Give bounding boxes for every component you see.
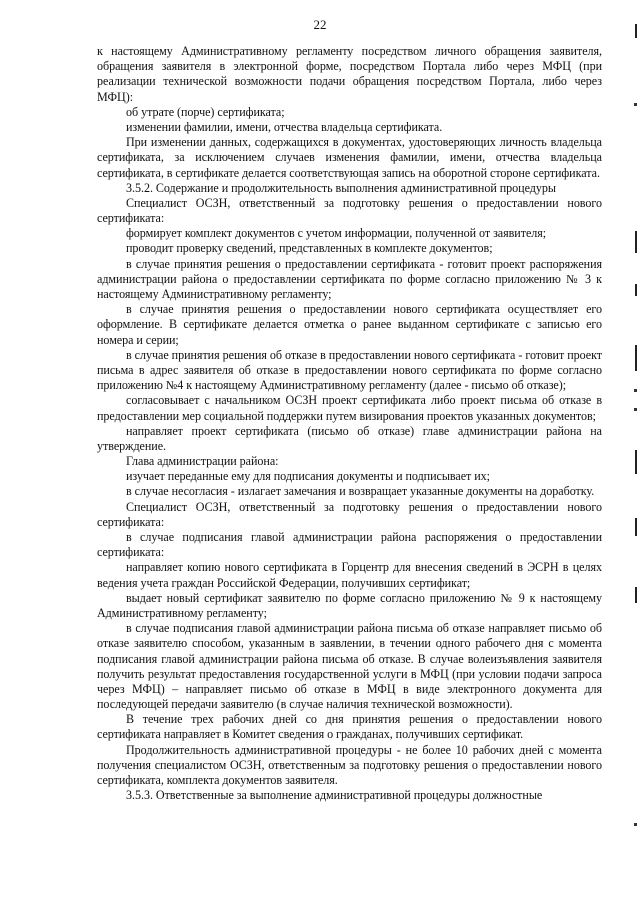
paragraph: об утрате (порче) сертификата; [126, 104, 285, 119]
paragraph: в случае несогласия - излагает замечания и возвращает указанные документы на доработку. [126, 484, 595, 499]
paragraph: Продолжительность административной процедуры - не более 10 рабочих дней с момента получения специалистом ОСЗН, ответственным за подготовку решения о предоставлении нового сертификата, комплекта документов заявителя. [97, 742, 602, 787]
paragraph: направляет проект сертификата (письмо об отказе) главе администрации района на утверждение. [97, 423, 602, 453]
paragraph: Специалист ОСЗН, ответственный за подготовку решения о предоставлении нового сертификата: [97, 195, 602, 226]
paragraph: в случае принятия решения об отказе в предоставлении нового сертификата - готовит проект письма в адрес заявителя об отказе в предоставлении нового сертификата по форме согласно приложению №4 к настоящему Административному регламенту (далее - письмо об отказе); [97, 347, 602, 393]
page-body [97, 44, 602, 803]
scan-edge-mark [634, 389, 637, 392]
paragraph: в случае подписания главой администрации района распоряжения о предоставлении сертификата: [97, 530, 602, 560]
scan-edge-mark [635, 284, 637, 296]
scan-edge-mark [635, 518, 637, 536]
paragraph: Глава администрации района: [126, 454, 279, 469]
scan-edge-mark [635, 345, 637, 371]
paragraph: в случае подписания главой администрации района письма об отказе направляет письмо об отказе заявителю способом, указанным в заявлении, в течении одного рабочего дня с момента подписания главой администрации района письма об отказе. В случае волеизъявления заявителя получить результат предоставления государственной услуги в МФЦ (при условии подачи запроса через МФЦ) – направляет письмо об отказе в МФЦ в виде электронного документа для последующей передачи заявителю (в случае наличия технической возможности). [97, 621, 602, 712]
paragraph: в случае принятия решения о предоставлении нового сертификата осуществляет его оформление. В сертификате делается отметка о ранее выданном сертификате с записью его номера и серии; [97, 302, 602, 347]
paragraph: В течение трех рабочих дней со дня принятия решения о предоставлении нового сертификата направляет в Комитет сведения о гражданах, получивших сертификат. [97, 712, 602, 742]
section-heading: 3.5.3. Ответственные за выполнение административной процедуры должностные [126, 788, 543, 803]
paragraph: направляет копию нового сертификата в Горцентр для внесения сведений в ЭСРН в целях ведения учета граждан Российской Федерации, получивших сертификат; [97, 560, 602, 590]
scan-edge-mark [635, 231, 637, 253]
scan-edge-mark [634, 103, 637, 106]
paragraph: выдает новый сертификат заявителю по форме согласно приложению № 9 к настоящему Административному регламенту; [97, 590, 602, 620]
scan-edge-mark [634, 408, 637, 411]
paragraph: проводит проверку сведений, представленных в комплекте документов; [126, 241, 493, 256]
scan-edge-mark [634, 823, 637, 826]
scan-edge-mark [635, 587, 637, 603]
paragraph: формирует комплект документов с учетом информации, полученной от заявителя; [126, 226, 547, 241]
scan-edge-mark [635, 24, 637, 38]
paragraph: к настоящему Административному регламенту посредством личного обращения заявителя, обращения заявителя в электронной форме, посредством Портала либо через МФЦ (при реализации технической возможности подачи обращения посредством Портала, либо через МФЦ): [97, 44, 602, 104]
scan-edge-mark [635, 450, 637, 474]
paragraph: изучает переданные ему для подписания документы и подписывает их; [126, 469, 490, 484]
page-number: 22 [313, 17, 327, 32]
paragraph: согласовывает с начальником ОСЗН проект сертификата либо проект письма об отказе в предоставлении мер социальной поддержки путем визирования проектов указанных документов; [97, 393, 602, 423]
section-heading: 3.5.2. Содержание и продолжительность выполнения административной процедуры [126, 180, 556, 195]
paragraph: в случае принятия решения о предоставлении сертификата - готовит проект распоряжения администрации района о предоставлении сертификата по форме согласно приложению № 3 к настоящему Административному регламенту; [97, 256, 602, 301]
paragraph: изменении фамилии, имени, отчества владельца сертификата. [126, 119, 443, 134]
paragraph: Специалист ОСЗН, ответственный за подготовку решения о предоставлении нового сертификата: [97, 499, 602, 529]
paragraph: При изменении данных, содержащихся в документах, удостоверяющих личность владельца сертификата, за исключением случаев изменения фамилии, имени, отчества владельца сертификата, в сертификате делается соответствующая запись на оборотной стороне сертификата. [97, 135, 602, 180]
